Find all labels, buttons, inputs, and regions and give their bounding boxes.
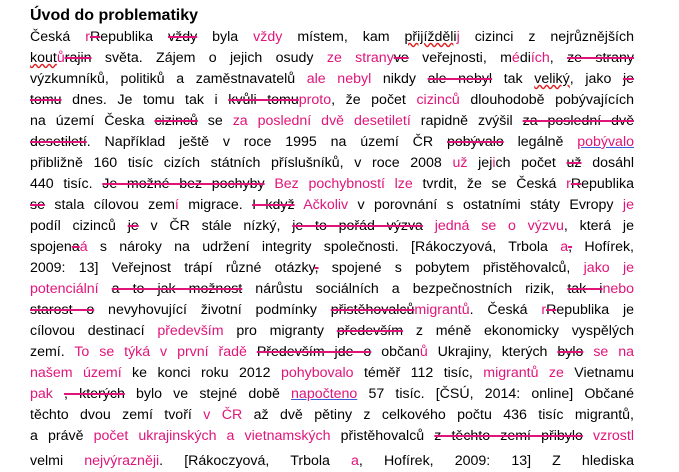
paragraph-line-9: se stala cílovou zemí migrace. I když Ačkoliv v porovnání s ostatními státy Evropy je — [30, 197, 634, 213]
paragraph-line-2: koutůrajin světa. Zájem o jejich osudy ze stranyve veřejnosti, médiích, ze strany — [30, 50, 635, 66]
paragraph-line-10: podíl cizinců je v ČR stále nízký, je to pořád výzva jedná se o výzvu, která je — [30, 218, 634, 234]
paragraph-line-11: spojenaá s nároky na udržení integrity společnosti. [Rákoczyová, Trbola a, Hofírek, — [30, 239, 634, 255]
paragraph-line-19: těchto dvou zemí tvoří v ČR až dvě pětiny z celkového počtu 436 tisíc migrantů, — [30, 407, 634, 423]
paragraph-line-3: výzkumníků, politiků a zaměstnavatelů ale nebyl nikdy ale nebyl tak veliký, jako je — [30, 71, 635, 87]
paragraph-line-20: a právě počet ukrajinských a vietnamských přistěhovalců z těchto zemí přibylo vzrostl — [30, 428, 634, 444]
paragraph-line-1: Česká rRepublika vždy byla vždy místem, kam přijíždělij cizinci z nejrůznějších — [30, 29, 634, 45]
paragraph-line-7: přibližně 160 tisíc cizích státních příslušníků, v roce 2008 už jejich počet už dosáhl — [30, 155, 635, 171]
paragraph-line-16: zemí. To se týká v první řadě Především jde o občanů Ukrajiny, kterých bylo se na — [30, 344, 634, 360]
paragraph-line-8: 440 tisíc. Je možné bez pochyby Bez pochybností lze tvrdit, že se Česká rRepublika — [30, 176, 634, 192]
paragraph-line-6: desetiletí. Například ještě v roce 1995 na území ČR pobývalo legálně pobývalo — [30, 134, 634, 150]
paragraph-line-14: starost o nevyhovující životní podmínky přistěhovalcůmigrantů. Česká rRepublika je — [30, 302, 634, 318]
paragraph-line-12: 2009: 13] Veřejnost trápí různé otázky, spojené s pobytem přistěhovalců, jako je — [30, 260, 634, 276]
paragraph-line-4: tomu dnes. Je tomu tak i kvůli tomuproto, že počet cizinců dlouhodobě pobývajících — [30, 92, 634, 108]
paragraph-line-13: potenciální a to jak možnost nárůstu sociálních a bezpečnostních rizik, tak inebo — [30, 281, 634, 297]
paragraph-line-5: na území Česka cizinců se za poslední dvě desetiletí rapidně zvýšil za poslední dvě — [30, 113, 634, 129]
section-heading: Úvod do problematiky — [30, 7, 199, 24]
paragraph-line-18: pak , kterých bylo ve stejné době napočteno 57 tisíc. [ČSÚ, 2014: online] Občané — [30, 386, 635, 402]
paragraph-line-17: našem území ke konci roku 2012 pohybovalo téměř 112 tisíc, migrantů ze Vietnamu — [30, 365, 634, 381]
paragraph-line-15: cílovou destinací především pro migranty především z méně ekonomicky vyspělých — [30, 323, 634, 339]
paragraph-line-21-partial: velmi nejvýrazněji. [Rákoczyová, Trbola a, Hofírek, 2009: 13] Z hlediska — [30, 453, 634, 469]
